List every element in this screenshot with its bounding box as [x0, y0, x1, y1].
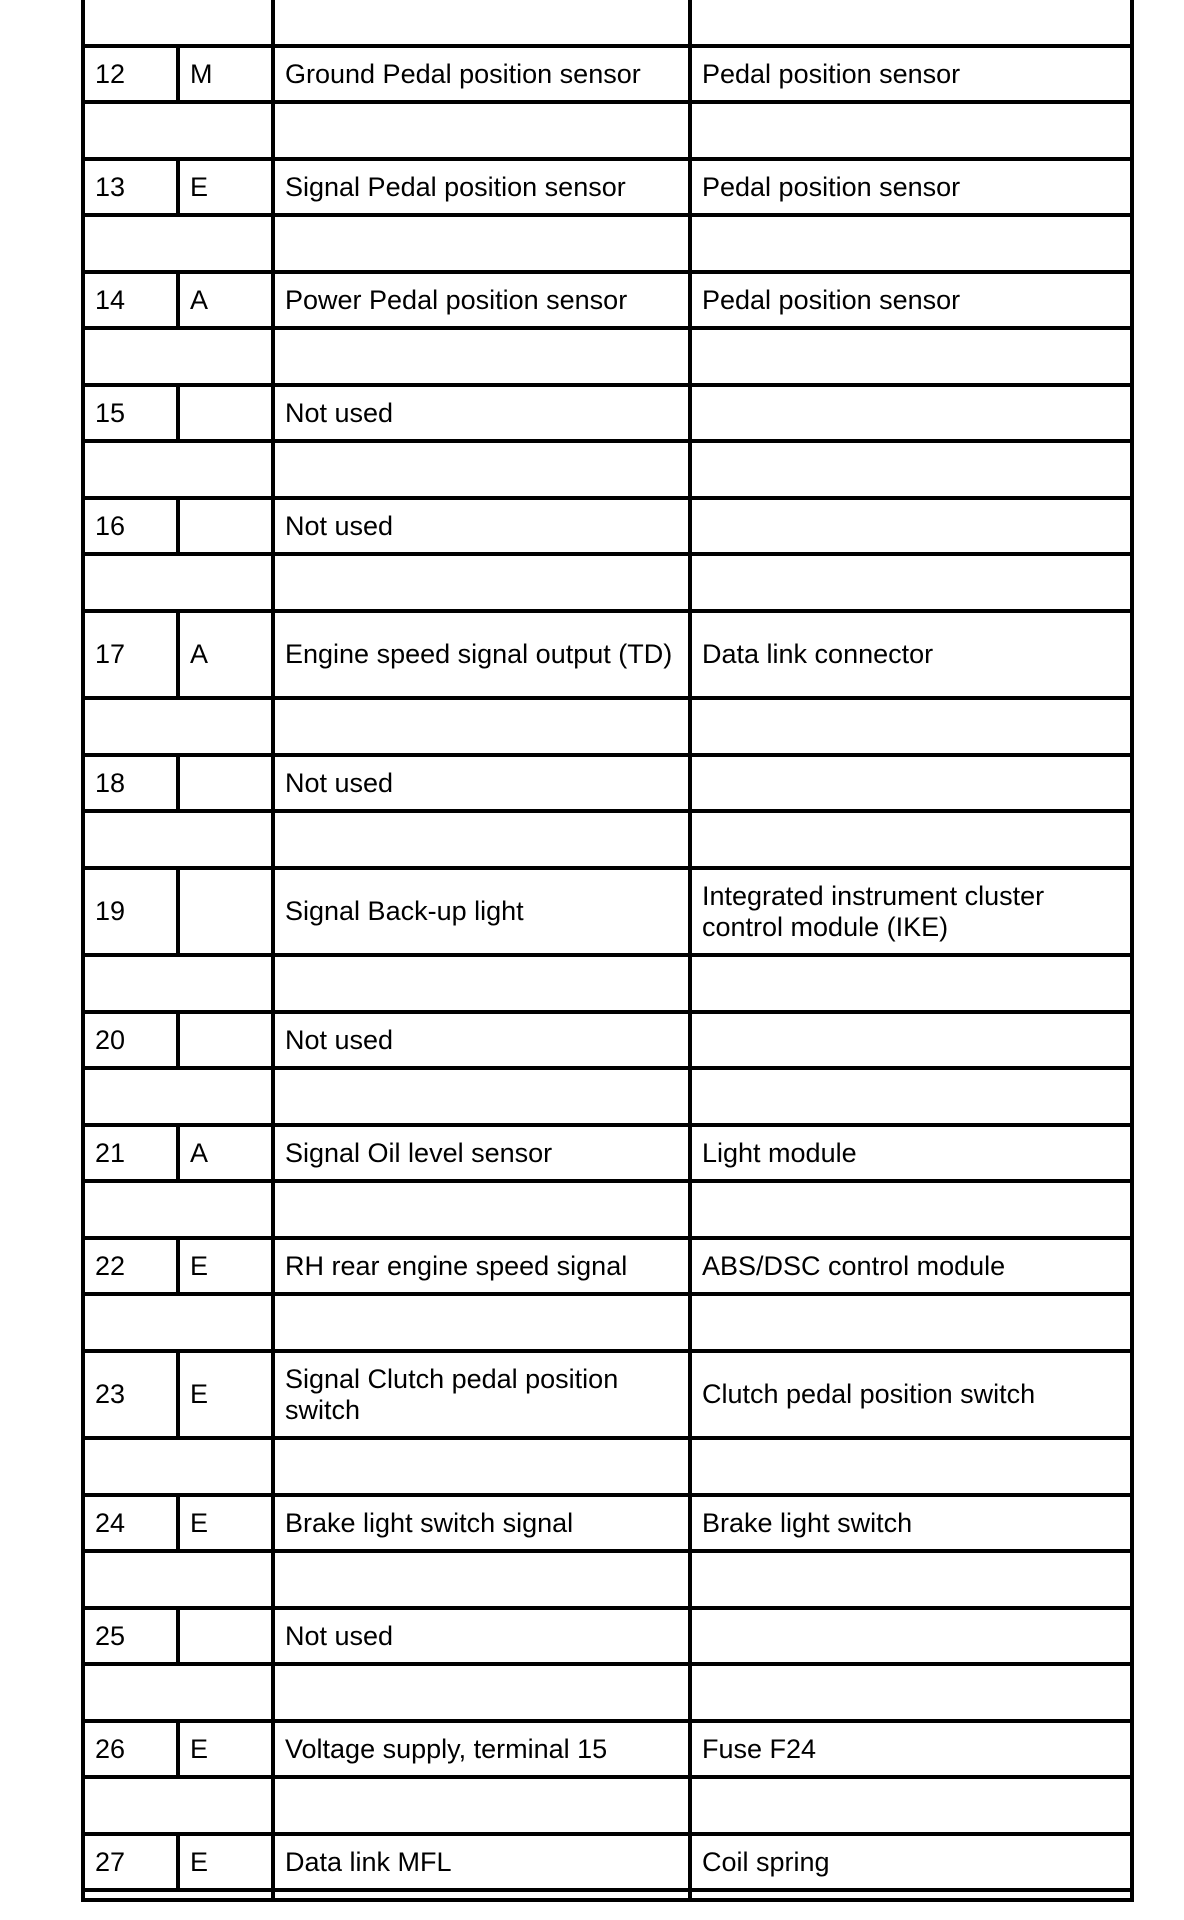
table-row — [83, 498, 1132, 554]
description-cell: Not used — [273, 385, 690, 441]
pin-assignment-table — [81, 0, 1134, 1902]
spacer-cell — [690, 102, 1132, 159]
connection-cell: Coil spring — [690, 1834, 1132, 1890]
signal-type-cell: E — [178, 1834, 273, 1890]
spacer-cell — [273, 1664, 690, 1721]
spacer-cell — [83, 1181, 273, 1238]
spacer-cell — [273, 328, 690, 385]
spacer-cell — [273, 1777, 690, 1834]
table-spacer-row — [83, 698, 1132, 755]
spacer-cell — [273, 698, 690, 755]
table-row — [83, 1351, 1132, 1438]
table-spacer-row — [83, 215, 1132, 272]
table-spacer-row — [83, 1294, 1132, 1351]
connection-cell — [690, 1012, 1132, 1068]
pin-number-cell: 14 — [83, 272, 178, 328]
table-spacer-row — [83, 955, 1132, 1012]
spacer-cell — [690, 328, 1132, 385]
spacer-cell — [273, 1438, 690, 1495]
connection-cell: Clutch pedal position switch — [690, 1351, 1132, 1438]
spacer-cell — [690, 811, 1132, 868]
description-cell: Signal Oil level sensor — [273, 1125, 690, 1181]
spacer-cell — [690, 1551, 1132, 1608]
table-spacer-row — [83, 1438, 1132, 1495]
spacer-cell — [690, 955, 1132, 1012]
signal-type-cell — [178, 498, 273, 554]
description-cell: Signal Back-up light — [273, 868, 690, 955]
connection-cell: Integrated instrument cluster control module (IKE) — [690, 868, 1132, 955]
table-row — [83, 385, 1132, 441]
description-cell: Data link MFL — [273, 1834, 690, 1890]
description-cell: Voltage supply, terminal 15 — [273, 1721, 690, 1777]
signal-type-cell — [178, 868, 273, 955]
table-spacer-row — [83, 441, 1132, 498]
pin-number-cell: 26 — [83, 1721, 178, 1777]
connection-cell: Light module — [690, 1125, 1132, 1181]
table-row — [83, 755, 1132, 811]
signal-type-cell: E — [178, 1495, 273, 1551]
table-row — [83, 272, 1132, 328]
table-spacer-row — [83, 1068, 1132, 1125]
spacer-cell — [273, 811, 690, 868]
table-spacer-row — [83, 811, 1132, 868]
table-body — [83, 0, 1132, 1900]
table-spacer-row — [83, 1890, 1132, 1900]
pin-number-cell: 21 — [83, 1125, 178, 1181]
table-row — [83, 159, 1132, 215]
spacer-cell — [273, 441, 690, 498]
table-row — [83, 1721, 1132, 1777]
spacer-cell — [83, 328, 273, 385]
spacer-cell — [273, 1551, 690, 1608]
pin-number-cell: 23 — [83, 1351, 178, 1438]
spacer-cell — [690, 554, 1132, 611]
pin-number-cell: 12 — [83, 46, 178, 102]
spacer-cell — [83, 1890, 273, 1900]
spacer-cell — [83, 441, 273, 498]
spacer-cell — [273, 0, 690, 46]
spacer-cell — [690, 1181, 1132, 1238]
spacer-cell — [690, 215, 1132, 272]
spacer-cell — [690, 1664, 1132, 1721]
description-cell: Power Pedal position sensor — [273, 272, 690, 328]
connection-cell — [690, 755, 1132, 811]
signal-type-cell: E — [178, 1238, 273, 1294]
signal-type-cell: A — [178, 272, 273, 328]
connection-cell — [690, 385, 1132, 441]
pin-number-cell: 24 — [83, 1495, 178, 1551]
table-row — [83, 46, 1132, 102]
table-row — [83, 1495, 1132, 1551]
table-row — [83, 1012, 1132, 1068]
spacer-cell — [273, 215, 690, 272]
description-cell: Not used — [273, 755, 690, 811]
pin-number-cell: 25 — [83, 1608, 178, 1664]
spacer-cell — [690, 1777, 1132, 1834]
table-row — [83, 1238, 1132, 1294]
pin-number-cell: 18 — [83, 755, 178, 811]
description-cell: Ground Pedal position sensor — [273, 46, 690, 102]
table-row — [83, 1608, 1132, 1664]
table-row — [83, 1834, 1132, 1890]
pin-number-cell: 17 — [83, 611, 178, 698]
spacer-cell — [273, 955, 690, 1012]
spacer-cell — [83, 1551, 273, 1608]
description-cell: Not used — [273, 498, 690, 554]
signal-type-cell: E — [178, 159, 273, 215]
connection-cell: Pedal position sensor — [690, 272, 1132, 328]
signal-type-cell: M — [178, 46, 273, 102]
connection-cell: Pedal position sensor — [690, 46, 1132, 102]
table-spacer-row — [83, 1777, 1132, 1834]
connection-cell — [690, 498, 1132, 554]
table-row — [83, 868, 1132, 955]
connection-cell: Pedal position sensor — [690, 159, 1132, 215]
signal-type-cell — [178, 1608, 273, 1664]
signal-type-cell — [178, 385, 273, 441]
signal-type-cell: E — [178, 1721, 273, 1777]
spacer-cell — [273, 1181, 690, 1238]
description-cell: RH rear engine speed signal — [273, 1238, 690, 1294]
spacer-cell — [273, 102, 690, 159]
table-spacer-row — [83, 1664, 1132, 1721]
table-row — [83, 1125, 1132, 1181]
description-cell: Not used — [273, 1012, 690, 1068]
spacer-cell — [83, 1068, 273, 1125]
spacer-cell — [690, 1068, 1132, 1125]
table-spacer-row — [83, 328, 1132, 385]
table-spacer-row — [83, 1551, 1132, 1608]
signal-type-cell: A — [178, 1125, 273, 1181]
spacer-cell — [83, 102, 273, 159]
signal-type-cell — [178, 1012, 273, 1068]
signal-type-cell: E — [178, 1351, 273, 1438]
pin-number-cell: 13 — [83, 159, 178, 215]
spacer-cell — [83, 1777, 273, 1834]
description-cell: Not used — [273, 1608, 690, 1664]
spacer-cell — [83, 955, 273, 1012]
table-spacer-row — [83, 1181, 1132, 1238]
signal-type-cell: A — [178, 611, 273, 698]
spacer-cell — [273, 1294, 690, 1351]
connection-cell: ABS/DSC control module — [690, 1238, 1132, 1294]
connection-cell: Brake light switch — [690, 1495, 1132, 1551]
spacer-cell — [83, 1294, 273, 1351]
signal-type-cell — [178, 755, 273, 811]
connection-cell: Fuse F24 — [690, 1721, 1132, 1777]
spacer-cell — [83, 215, 273, 272]
connection-cell: Data link connector — [690, 611, 1132, 698]
spacer-cell — [690, 1438, 1132, 1495]
spacer-cell — [83, 0, 273, 46]
spacer-cell — [83, 554, 273, 611]
pin-number-cell: 22 — [83, 1238, 178, 1294]
description-cell: Engine speed signal output (TD) — [273, 611, 690, 698]
spacer-cell — [690, 698, 1132, 755]
pin-number-cell: 20 — [83, 1012, 178, 1068]
table-spacer-row — [83, 554, 1132, 611]
spacer-cell — [690, 441, 1132, 498]
spacer-cell — [690, 1294, 1132, 1351]
connection-cell — [690, 1608, 1132, 1664]
spacer-cell — [690, 1890, 1132, 1900]
spacer-cell — [83, 698, 273, 755]
spacer-cell — [273, 1068, 690, 1125]
spacer-cell — [273, 1890, 690, 1900]
spacer-cell — [83, 1664, 273, 1721]
pin-number-cell: 27 — [83, 1834, 178, 1890]
description-cell: Brake light switch signal — [273, 1495, 690, 1551]
spacer-cell — [273, 554, 690, 611]
pin-number-cell: 16 — [83, 498, 178, 554]
table-spacer-row — [83, 0, 1132, 46]
description-cell: Signal Clutch pedal position switch — [273, 1351, 690, 1438]
pin-number-cell: 19 — [83, 868, 178, 955]
table-spacer-row — [83, 102, 1132, 159]
pin-number-cell: 15 — [83, 385, 178, 441]
table-row — [83, 611, 1132, 698]
spacer-cell — [690, 0, 1132, 46]
spacer-cell — [83, 1438, 273, 1495]
spacer-cell — [83, 811, 273, 868]
description-cell: Signal Pedal position sensor — [273, 159, 690, 215]
